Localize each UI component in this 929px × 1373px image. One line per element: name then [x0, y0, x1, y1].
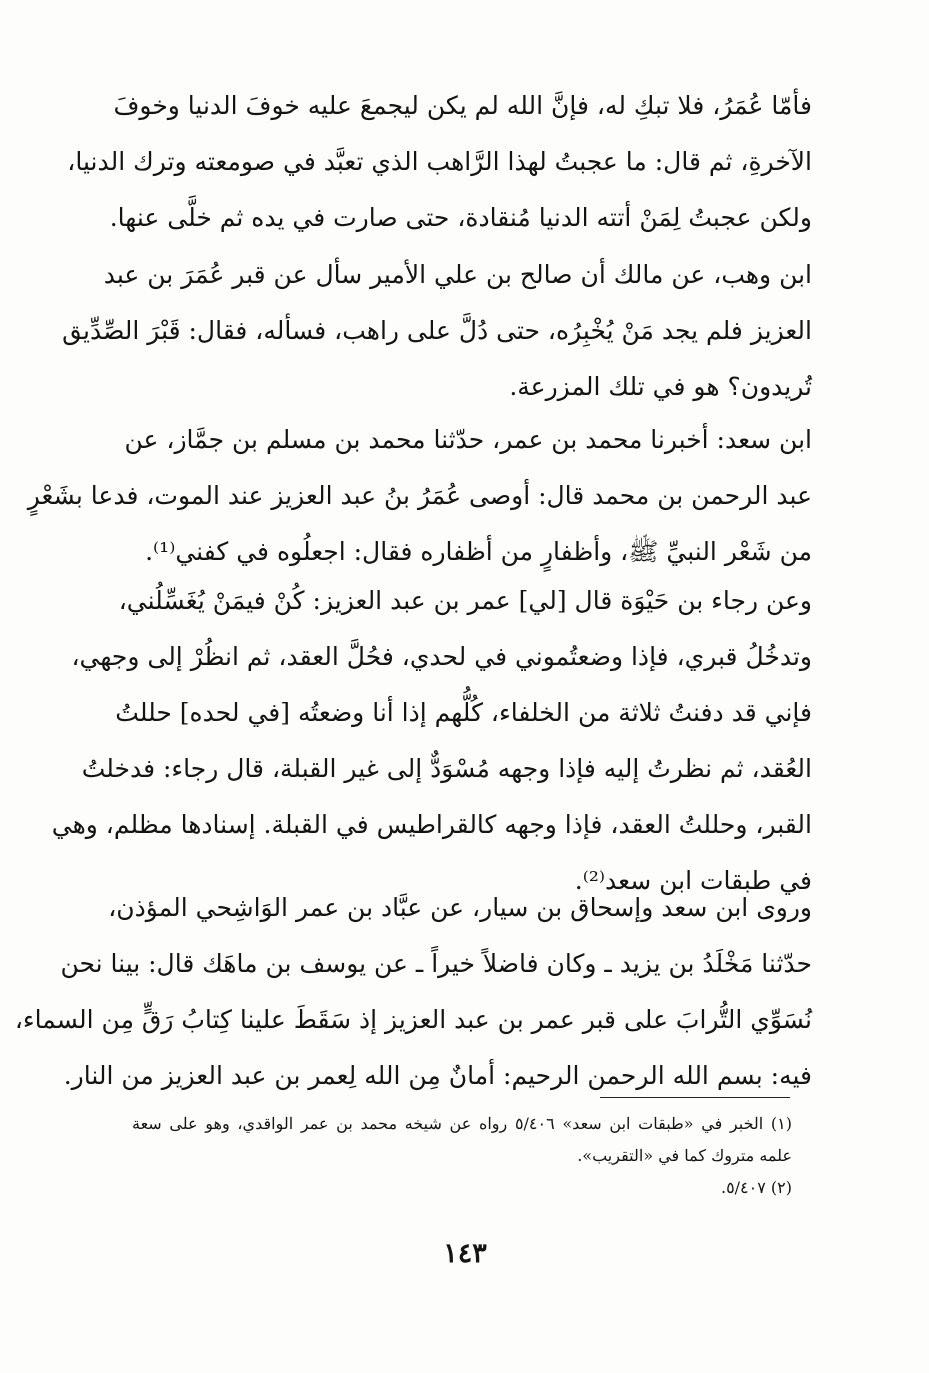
- text-line: فيه: بسم الله الرحمن الرحيم: أمانٌ مِن الله لِعمر بن عبد العزيز من النار.: [63, 1061, 812, 1090]
- footnote-1-continued: علمه متروك كما في «التقريب».: [577, 1146, 792, 1165]
- page-number: ١٤٣: [443, 1238, 487, 1269]
- text-line: من شَعْر النبيِّ ﷺ، وأظفارٍ من أظفاره فقال: اجعلُوه في كفني⁽¹⁾.: [145, 537, 812, 566]
- text-line: ابن سعد: أخبرنا محمد بن عمر، حدّثنا محمد بن مسلم بن جمَّاز، عن: [124, 425, 812, 454]
- text-line: نُسَوِّي التُّرابَ على قبر عمر بن عبد العزيز إذ سَقَطَ علينا كِتابُ رَقٍّ مِن السماء،: [14, 1005, 812, 1034]
- text-line: ابن وهب، عن مالك أن صالح بن علي الأمير سأل عن قبر عُمَرَ بن عبد: [103, 260, 812, 289]
- text-line: وعن رجاء بن حَيْوَة قال [لي] عمر بن عبد العزيز: كُنْ فيمَنْ يُغَسِّلُني،: [118, 586, 812, 615]
- text-line: الآخرةِ، ثم قال: ما عجبتُ لهذا الرَّاهب الذي تعبَّد في صومعته وترك الدنيا،: [67, 147, 812, 176]
- text-line: عبد الرحمن بن محمد قال: أوصى عُمَرُ بنُ عبد العزيز عند الموت، فدعا بشَعْرٍ: [27, 481, 812, 510]
- paragraph-raja-narration: [51, 573, 812, 909]
- footnote-2: (٢) ٥/٤٠٧.: [720, 1178, 792, 1197]
- footnote-1: (١) الخبر في «طبقات ابن سعد» ٥/٤٠٦ رواه عن شيخه محمد بن عمر الواقدي، وهو على سعة: [132, 1114, 792, 1133]
- text-line: حدّثنا مَخْلَدُ بن يزيد ـ وكان فاضلاً خيراً ـ عن يوسف بن ماهَك قال: بينا نحن: [60, 949, 812, 978]
- paragraph-grave-question: [62, 247, 812, 415]
- footnote-separator: [600, 1097, 790, 1098]
- text-line: وتدخُلُ قبري، فإذا وضعتُموني في لحدي، فحُلَّ العقد، ثم انظُرْ إلى وجهي،: [71, 642, 812, 671]
- text-line: تُريدون؟ هو في تلك المزرعة.: [509, 372, 812, 401]
- text-line: العزيز فلم يجد مَنْ يُخْبِرُه، حتى دُلَّ على راهب، فسأله، فقال: قَبْرَ الصِّدِّيق: [62, 316, 812, 345]
- text-line: القبر، وحللتُ العقد، فإذا وجهه كالقراطيس في القبلة. إسنادها مظلم، وهي: [51, 810, 812, 839]
- text-line: ولكن عجبتُ لِمَنْ أتته الدنيا مُنقادة، حتى صارت في يده ثم خلَّى عنها.: [109, 203, 812, 232]
- footnotes: [132, 1108, 792, 1204]
- text-line: في طبقات ابن سعد⁽²⁾.: [574, 866, 812, 895]
- text-line: فإني قد دفنتُ ثلاثة من الخلفاء، كُلُّهم إذا أنا وضعتُه [في لحده] حللتُ: [115, 698, 812, 727]
- text-line: وروى ابن سعد وإسحاق بن سيار، عن عبَّاد بن عمر الوَاشِحي المؤذن،: [108, 893, 812, 922]
- paragraph-ibn-saad-will: [27, 412, 812, 580]
- text-line: فأمّا عُمَرُ، فلا تبكِ له، فإنَّ الله لم يكن ليجمعَ عليه خوفَ الدنيا وخوفَ: [113, 91, 812, 120]
- paragraph-umar-not-weep: [67, 78, 812, 246]
- paragraph-parchment: [14, 880, 812, 1104]
- text-line: العُقد، ثم نظرتُ إليه فإذا وجهه مُسْوَدٌّ إلى غير القبلة، قال رجاء: فدخلتُ: [81, 754, 812, 783]
